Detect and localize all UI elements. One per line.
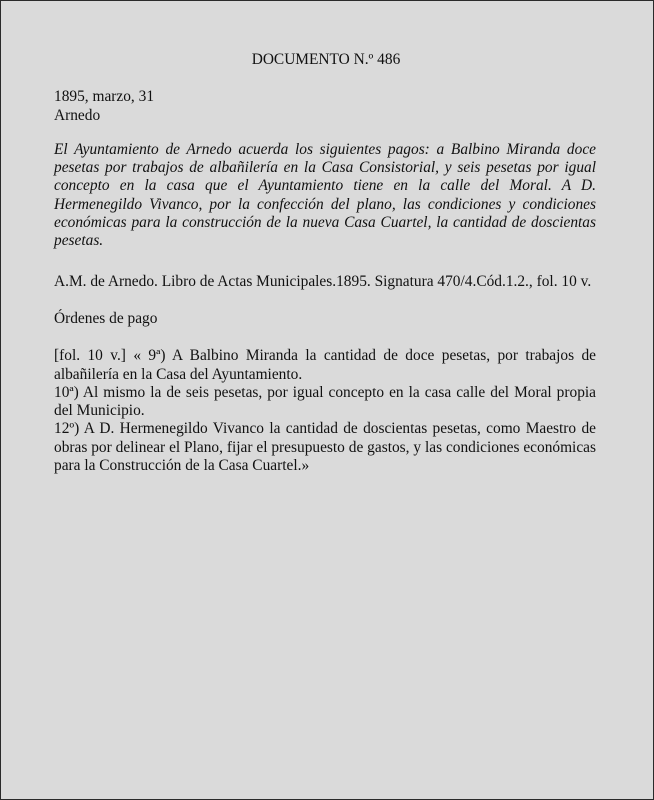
payment-entry-9: [fol. 10 v.] « 9ª) A Balbino Miranda la cantidad de doce pesetas, por trabajos de albañilería en la Casa del Ayuntamiento. xyxy=(54,347,596,383)
document-place: Arnedo xyxy=(54,106,101,124)
payment-entry-12: 12º) A D. Hermenegildo Vivanco la cantidad de doscientas pesetas, como Maestro de obras por delinear el Plano, fijar el presupuesto de gastos, y las condiciones económicas para la Construcción de la Casa Cuartel.» xyxy=(54,420,596,475)
section-heading: Órdenes de pago xyxy=(54,309,158,327)
payment-orders xyxy=(54,347,596,475)
archival-source: A.M. de Arnedo. Libro de Actas Municipales.1895. Signatura 470/4.Cód.1.2., fol. 10 v. xyxy=(54,272,592,290)
document-title: DOCUMENTO N.º 486 xyxy=(251,51,401,68)
document-content xyxy=(54,51,596,475)
payment-entry-10: 10ª) Al mismo la de seis pesetas, por igual concepto en la casa calle del Moral propia del Municipio. xyxy=(54,383,596,420)
document-summary: El Ayuntamiento de Arnedo acuerda los siguientes pagos: a Balbino Miranda doce pesetas por trabajos de albañilería en la Casa Consistorial, y seis pesetas por igual concepto en la casa que el Ayuntamiento tiene en la calle del Moral. A D. Hermenegildo Vivanco, por la confección del plano, las condiciones y condiciones económicas para la construcción de la nueva Casa Cuartel, la cantidad de doscientas pesetas. xyxy=(54,140,596,250)
document-date: 1895, marzo, 31 xyxy=(54,88,155,106)
